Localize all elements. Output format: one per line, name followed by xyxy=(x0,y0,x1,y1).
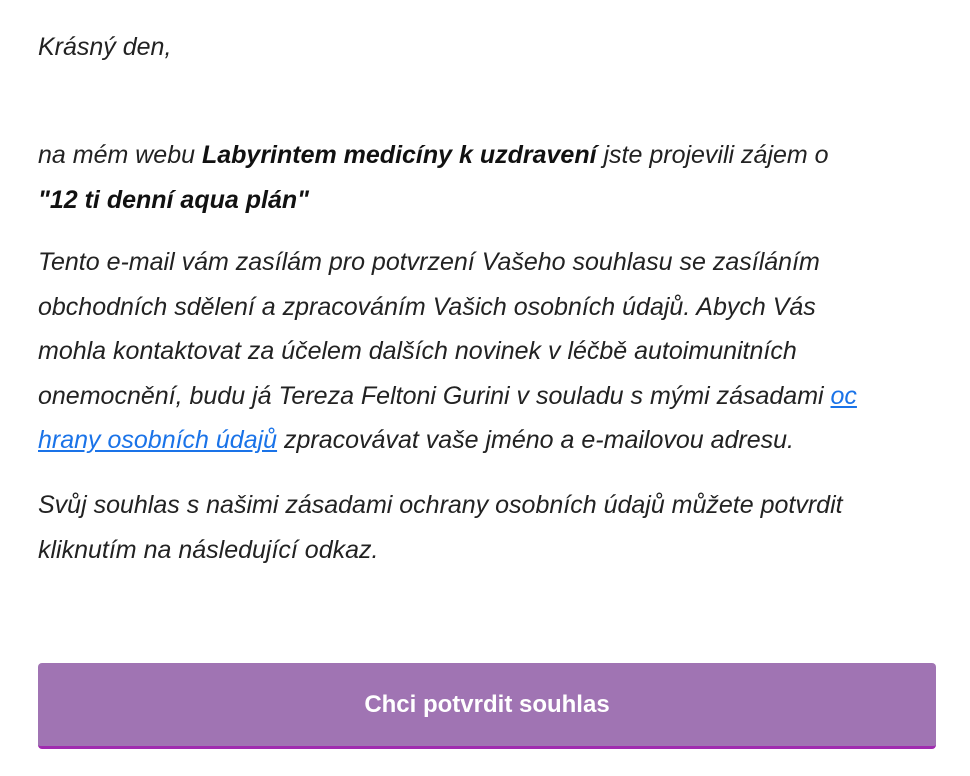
confirm-paragraph xyxy=(38,483,843,572)
consent-line-1: Tento e-mail vám zasílám pro potvrzení Vašeho souhlasu se zasíláním xyxy=(38,248,820,276)
greeting: Krásný den, xyxy=(38,33,172,61)
consent-line-5: zpracovávat vaše jméno a e-mailovou adresu. xyxy=(277,426,794,454)
confirm-consent-button[interactable] xyxy=(38,663,936,749)
consent-paragraph xyxy=(38,240,857,463)
confirm-consent-label: Chci potvrdit souhlas xyxy=(364,690,610,718)
intro-prefix: na mém webu xyxy=(38,141,202,169)
consent-line-3: mohla kontaktovat za účelem dalších novinek v léčbě autoimunitních xyxy=(38,337,797,365)
privacy-policy-link-part-2[interactable]: hrany osobních údajů xyxy=(38,426,278,454)
intro-middle: jste projevili zájem o xyxy=(596,141,829,169)
site-name: Labyrintem medicíny k uzdravení xyxy=(201,141,597,169)
privacy-policy-link-part-1[interactable]: oc xyxy=(830,381,857,410)
consent-line-4: onemocnění, budu já Tereza Feltoni Gurini v souladu s mými zásadami xyxy=(38,381,831,410)
confirm-line-2: kliknutím na následující odkaz. xyxy=(38,535,379,564)
product-name: "12 ti denní aqua plán" xyxy=(38,185,309,214)
confirm-line-1: Svůj souhlas s našimi zásadami ochrany osobních údajů můžete potvrdit xyxy=(38,491,843,519)
consent-line-2: obchodních sdělení a zpracováním Vašich osobních údajů. Abych Vás xyxy=(38,292,816,321)
intro-paragraph xyxy=(38,133,829,222)
